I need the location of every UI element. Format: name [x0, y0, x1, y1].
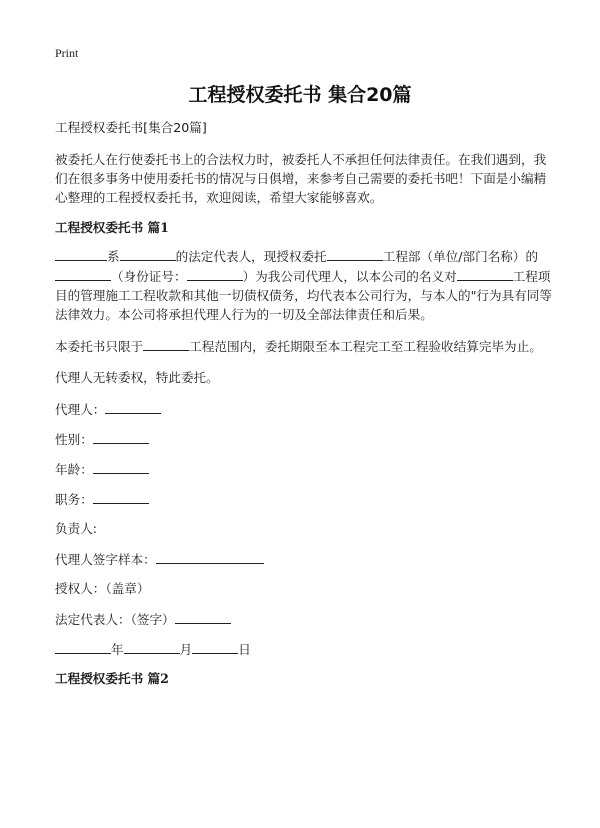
blank-line	[143, 336, 189, 351]
day-blank	[192, 639, 238, 654]
field-responsible	[55, 519, 555, 538]
gender-blank	[93, 429, 149, 444]
page-title: 工程授权委托书 集合20篇	[188, 84, 412, 106]
document-body	[55, 118, 555, 697]
intro-paragraph: 被委托人在行使委托书上的合法权力时，被委托人不承担任何法律责任。在我们遇到，我们在很多事务中使用委托书的情况与日俱增，来参考自己需要的委托书吧！下面是小编精心整理的工程授权委托书，欢迎阅读，希望大家能够喜欢。	[55, 152, 547, 205]
month-label: 月	[179, 642, 193, 657]
section-heading-1: 工程授权委托书 篇1	[55, 220, 169, 235]
blank-line	[120, 246, 176, 261]
field-label: 负责人:	[55, 521, 98, 536]
paragraph-no-subdelegation: 代理人无转委权，特此委托。	[55, 370, 219, 385]
field-age	[55, 459, 555, 478]
print-link[interactable]: Print	[55, 46, 79, 60]
field-label: 职务：	[55, 492, 93, 507]
legal-rep-blank	[175, 609, 231, 624]
blank-line	[327, 246, 383, 261]
signature-blank	[156, 549, 264, 564]
field-label: 性别：	[55, 432, 93, 447]
agent-blank	[105, 399, 161, 414]
field-label: 法定代表人：（签字）	[55, 612, 175, 627]
field-label: 代理人：	[55, 402, 106, 417]
day-label: 日	[238, 642, 251, 657]
field-grantor	[55, 579, 555, 598]
blank-line	[55, 266, 111, 281]
age-blank	[93, 459, 149, 474]
blank-line	[457, 266, 513, 281]
section-heading-2: 工程授权委托书 篇2	[55, 671, 169, 686]
text-segment: 本委托书只限于	[55, 339, 144, 354]
text-segment: 工程范围内，委托期限至本工程完工至工程验收结算完毕为止。	[189, 339, 542, 354]
year-blank	[55, 639, 111, 654]
position-blank	[93, 489, 149, 504]
field-signature-sample	[55, 549, 555, 568]
field-position	[55, 489, 555, 508]
month-blank	[124, 639, 180, 654]
text-segment: （身份证号：	[111, 269, 187, 284]
text-segment: 的法定代表人，现授权委托	[175, 249, 327, 264]
field-label: 授权人：（盖章）	[55, 581, 150, 596]
paragraph-scope	[55, 336, 555, 356]
paragraph-authorization	[55, 246, 555, 324]
text-segment: 系	[107, 249, 120, 264]
blank-line	[55, 246, 107, 261]
year-label: 年	[111, 642, 124, 657]
field-agent	[55, 399, 555, 418]
text-segment: 工程部（单位/部门名称）的	[382, 249, 539, 264]
field-gender	[55, 429, 555, 448]
field-legal-rep	[55, 609, 555, 628]
date-line	[55, 639, 555, 658]
text-segment: 工程项目的管理施工工程收款和其他一切债权债务，均代表本公司行为，与本人的"行为具有同等法律效力。本公司将承担代理人行为的一切及全部法律责任和后果。	[55, 269, 552, 322]
blank-line	[187, 266, 243, 281]
field-label: 年龄：	[55, 462, 93, 477]
field-label: 代理人签字样本：	[55, 552, 156, 567]
text-segment: ）为我公司代理人，以本公司的名义对	[242, 269, 457, 284]
document-subtitle: 工程授权委托书[集合20篇]	[55, 120, 207, 135]
